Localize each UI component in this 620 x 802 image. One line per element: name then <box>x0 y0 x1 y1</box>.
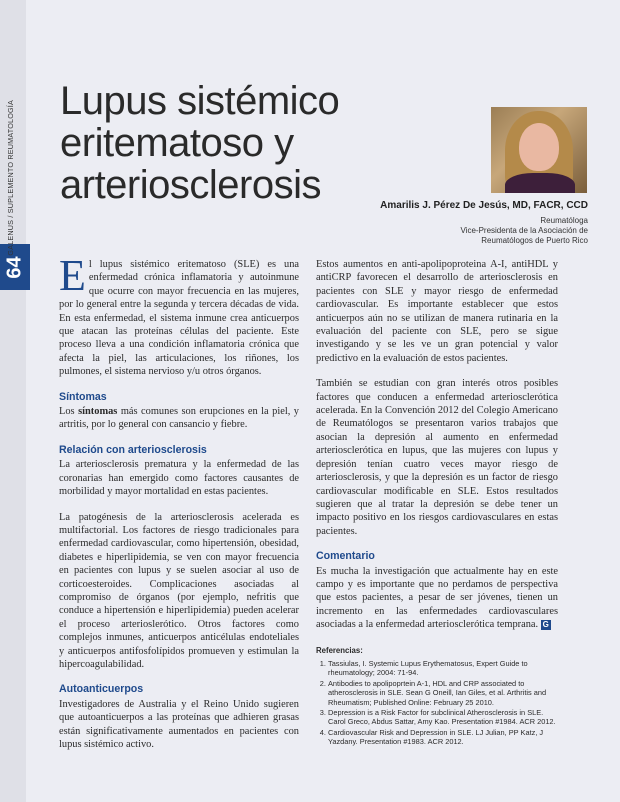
sintomas-prefix: Los <box>59 406 79 418</box>
left-column <box>59 251 300 763</box>
reference-item: 4. Cardiovascular Risk and Depression in SLE. LJ Julian, PP Katz, J Yazdany. Presentation #1983. ACR 2012. <box>328 728 558 747</box>
relacion-paragraph-1: La arteriosclerosis prematura y la enfermedad de las coronarias han emergido como factores causantes de morbilidad y mayor mortalidad en estas pacientes. <box>59 459 299 498</box>
section-label-text: GALENUS / SUPLEMENTO REUMATOLOGÍA <box>6 100 15 256</box>
relacion-paragraph-2: La patogénesis de la arteriosclerosis acelerada es multifactorial. Los factores de riesgo tradicionales para enfermedad cardiovascular, como hipertensión, obesidad, diabetes e hiperlipidemia, se ven con mayor frecuencia en pacientes con lupus y se suelen asociar al uso de corticoesteroides. Complicaciones asociadas al compromiso de órganos (por ejemplo, nefritis que conduce a hipertensión e hiperlipidemia) pueden acelerar el proceso arterioslerótico. Otros factores como complejos inmunes, anticuerpos anticélulas endoteliales y anticuerpos antifosfolípidos promueven y estimulan la hipercoagulabilidad. <box>59 511 299 670</box>
heading-sintomas: Síntomas <box>59 390 107 403</box>
right-paragraph-2: También se estudian con gran interés otros posibles factores que conducen a enfermedad arteriosclerótica acelerada. En la Convención 2012 del Colegio Americano de Reumatólogos se presentaron varios trabajos que asocian la depresión al aumento en enfermedad arteriosclerótica en lupus, que las mujeres con lupus y depresión tenían cuatro veces mayor riesgo de arteriosclerosis, y que la depresión es un factor de riesgo cardiovascular modificable en SLE. Estos resultados sugieren que al tratar la depresión se debe tener un impacto positivo en los riesgos cardiovasculares en estas pacientes. <box>316 378 558 537</box>
title-line: eritematoso y <box>60 121 294 165</box>
heading-relacion: Relación con arteriosclerosis <box>59 443 207 456</box>
end-mark-icon: G <box>542 619 549 629</box>
intro-text: l lupus sistémico eritematoso (SLE) es una enfermedad crónica inflamatoria y autoinmune que ocurre con mayor frecuencia en las mujeres, por lo general entre la segunda y tercera décadas de vida. En esta enfermedad, el sistema inmune crea anticuerpos que atacan las proteínas células del paciente. Este proceso lleva a una condición inflamatoria crónica que afecta la piel, las articulaciones, los riñones, los pulmones, el sistema nervioso y/u otros órganos. <box>59 259 299 378</box>
page-number: 64 <box>3 255 26 279</box>
reference-item: 2. Antibodies to apolipoprtein A-1, HDL and CRP associated to atherosclerosis in SLE. Sean G Oneill, Ian Giles, et al. Arthritis and Rheumatism; Published Online: February 25 2010. <box>328 679 558 707</box>
title-line: Lupus sistémico <box>60 79 340 123</box>
page-number-box <box>0 244 30 290</box>
right-column <box>316 258 558 748</box>
drop-cap: E <box>59 251 86 300</box>
author-photo-face <box>519 123 559 171</box>
author-photo <box>491 107 587 193</box>
autoanticuerpos-paragraph: Investigadores de Australia y el Reino Unido sugieren que autoanticuerpos a las proteínas que adhieren grasas están significativamente aumentados en pacientes con lupus sistémico activo. <box>59 698 299 750</box>
author-role-line: Reumatólogos de Puerto Rico <box>481 236 588 245</box>
intro-paragraph <box>59 251 299 379</box>
article-title <box>60 80 400 206</box>
comentario-text: Es mucha la investigación que actualmente hay en este campo y es importante que no perdamos de perspectiva que estos pacientes, a pesar de ser jóvenes, tienen un incremento en las enfermedades cardiovasculares asociadas a la enfermedad arteriosclerótica temprana. <box>316 565 558 631</box>
title-line: arteriosclerosis <box>60 163 321 207</box>
right-paragraph-1: Estos aumentos en anti-apolipoproteina A-I, antiHDL y antiCRP favorecen el desarrollo de arteriosclerosis en pacientes con SLE y mayor riesgo de enfermedad cardiovascular. Es importante establecer que estos anticuerpos aún no se utilizan de manera rutinaria en la evaluación del paciente con SLE, pero se sigue investigando y se les ve un gran potencial y valor predictivo en la evaluación de estos pacientes. <box>316 259 558 364</box>
reference-item: 1. Tassiulas, I. Systemic Lupus Erythematosus, Expert Guide to rheumatology; 2004: 71-94. <box>328 659 558 678</box>
author-role-line: Reumatóloga <box>540 216 588 225</box>
heading-comentario: Comentario <box>316 550 375 563</box>
sintomas-bold: síntomas <box>78 406 118 418</box>
sintomas-paragraph <box>59 405 299 432</box>
author-photo-shirt <box>505 173 575 193</box>
heading-autoanticuerpos: Autoanticuerpos <box>59 683 144 696</box>
sintomas-rest: más comunes son erupciones en la piel, y artritis, por lo general con cansancio y fiebre. <box>59 406 300 431</box>
reference-item: 3. Depression is a Risk Factor for subclinical Atherosclerosis in SLE. Carol Greco, Abdus Sattar, Amy Kao. Presentation #1984. ACR 2012. <box>328 708 558 727</box>
references-list <box>316 659 558 747</box>
references-heading: Referencias: <box>316 645 363 655</box>
author-role-line: Vice-Presidenta de la Asociación de <box>460 226 588 235</box>
author-role <box>461 216 589 246</box>
author-name: Amarilis J. Pérez De Jesús, MD, FACR, CCD <box>380 200 588 211</box>
section-label <box>2 100 22 256</box>
comentario-paragraph <box>316 565 558 632</box>
